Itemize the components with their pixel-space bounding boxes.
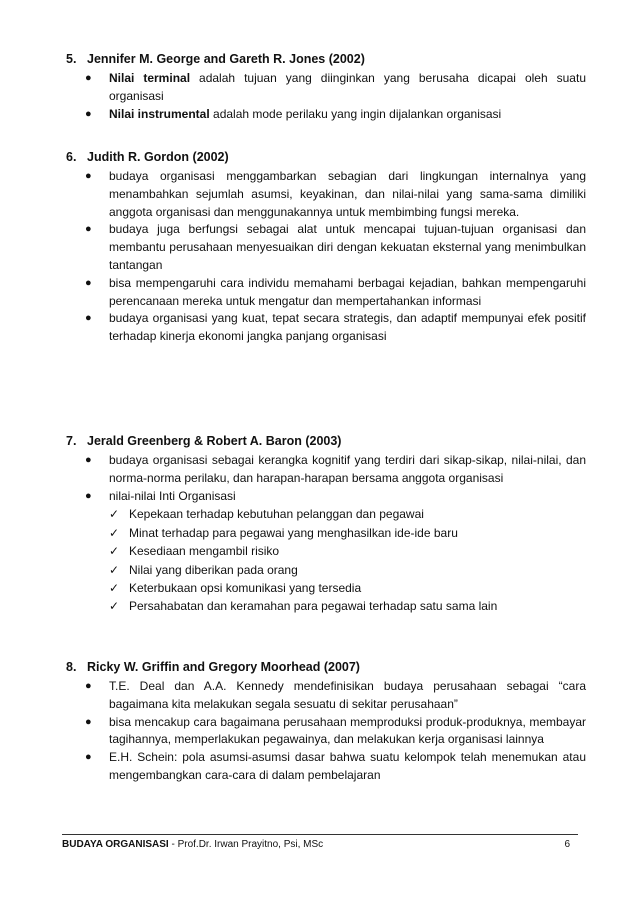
section-heading bbox=[66, 50, 586, 68]
check-text: Kesediaan mengambil risiko bbox=[129, 544, 280, 559]
item-text: bisa mencakup cara bagaimana perusahaan memproduksi produk-produknya, membayar tagihannya, memperlakukan pegawainya, dan melakukan kerja organisasi lainnya bbox=[109, 714, 586, 747]
item-text: adalah mode perilaku yang ingin dijalankan organisasi bbox=[209, 106, 502, 121]
check-item bbox=[109, 542, 586, 560]
section-title: Ricky W. Griffin and Gregory Moorhead (2007) bbox=[87, 660, 360, 674]
list-item bbox=[66, 168, 586, 221]
term-bold: Nilai terminal bbox=[109, 71, 191, 85]
section-number: 7. bbox=[66, 434, 77, 448]
bullet-list bbox=[66, 70, 586, 123]
term-bold: Nilai instrumental bbox=[109, 106, 210, 121]
checkmark-icon: ✓ bbox=[109, 507, 120, 522]
item-text: bisa mempengaruhi cara individu memahami berbagai kejadian, bahkan mempengaruhi perencanaan mereka untuk mengatur dan mempertahankan informasi bbox=[109, 275, 586, 308]
section-title: Judith R. Gordon (2002) bbox=[87, 150, 229, 164]
check-text: Kepekaan terhadap kebutuhan pelanggan dan pegawai bbox=[129, 507, 424, 522]
item-text: budaya organisasi menggambarkan sebagian dari lingkungan internalnya yang menambahkan sejumlah asumsi, keyakinan, dan nilai-nilai yang sama-sama dimiliki anggota organisasi dan menggunakannya untuk membimbing fungsi mereka. bbox=[109, 169, 586, 219]
list-item bbox=[66, 106, 586, 124]
page-number: 6 bbox=[564, 839, 570, 850]
check-item bbox=[109, 579, 586, 597]
list-item bbox=[66, 488, 586, 616]
checkmark-icon: ✓ bbox=[109, 562, 120, 577]
bullet-icon: ● bbox=[85, 751, 92, 764]
bullet-icon: ● bbox=[85, 223, 92, 236]
check-list bbox=[109, 505, 586, 615]
list-item bbox=[66, 714, 586, 750]
bullet-icon: ● bbox=[85, 715, 92, 728]
bullet-icon: ● bbox=[85, 312, 92, 325]
bullet-icon: ● bbox=[85, 454, 92, 466]
list-item bbox=[66, 749, 586, 785]
section-5 bbox=[66, 50, 586, 123]
bullet-list bbox=[66, 168, 586, 346]
section-title: Jennifer M. George and Gareth R. Jones (2002) bbox=[87, 52, 365, 66]
check-text: Keterbukaan opsi komunikasi yang tersedia bbox=[129, 581, 362, 596]
item-text: E.H. Schein: pola asumsi-asumsi dasar bahwa suatu kelompok telah menemukan atau mengembangkan cara-cara di dalam pembelajaran bbox=[109, 750, 586, 782]
section-heading bbox=[66, 432, 586, 450]
list-item bbox=[66, 221, 586, 274]
item-text: nilai-nilai Inti Organisasi bbox=[109, 488, 236, 503]
section-number: 6. bbox=[66, 150, 77, 164]
section-title: Jerald Greenberg & Robert A. Baron (2003) bbox=[87, 434, 342, 448]
bullet-list bbox=[66, 452, 586, 616]
section-number: 5. bbox=[66, 52, 77, 66]
section-heading bbox=[66, 148, 586, 166]
page-footer bbox=[62, 838, 578, 852]
item-text: budaya organisasi yang kuat, tepat secara strategis, dan adaptif mempunyai efek positif terhadap kinerja ekonomi jangka panjang organisasi bbox=[109, 311, 586, 344]
list-item bbox=[66, 70, 586, 106]
bullet-icon: ● bbox=[85, 489, 92, 502]
bullet-icon: ● bbox=[85, 72, 92, 84]
list-item bbox=[66, 310, 586, 346]
checkmark-icon: ✓ bbox=[109, 581, 120, 596]
check-text: Nilai yang diberikan pada orang bbox=[129, 562, 298, 577]
check-text: Persahabatan dan keramahan para pegawai terhadap satu sama lain bbox=[129, 599, 498, 614]
check-item bbox=[109, 505, 586, 523]
checkmark-icon: ✓ bbox=[109, 525, 120, 540]
bullet-icon: ● bbox=[85, 680, 92, 692]
list-item bbox=[66, 452, 586, 488]
section-heading bbox=[66, 658, 586, 676]
check-item bbox=[109, 597, 586, 615]
bullet-icon: ● bbox=[85, 276, 92, 289]
bullet-icon: ● bbox=[85, 107, 92, 120]
list-item bbox=[66, 275, 586, 311]
bullet-icon: ● bbox=[85, 170, 92, 182]
footer-title: BUDAYA ORGANISASI bbox=[62, 839, 169, 850]
checkmark-icon: ✓ bbox=[109, 544, 120, 559]
footer-author: - Prof.Dr. Irwan Prayitno, Psi, MSc bbox=[168, 839, 324, 850]
bullet-list bbox=[66, 678, 586, 785]
section-8 bbox=[66, 658, 586, 785]
check-text: Minat terhadap para pegawai yang menghasilkan ide-ide baru bbox=[129, 525, 458, 540]
item-text: budaya juga berfungsi sebagai alat untuk mencapai tujuan-tujuan organisasi dan membantu perusahaan menyesuaikan diri dengan kekuatan eksternal yang menimbulkan tantangan bbox=[109, 222, 586, 272]
section-7 bbox=[66, 432, 586, 616]
item-text: adalah tujuan yang diinginkan yang berusaha dicapai oleh suatu organisasi bbox=[109, 71, 586, 103]
checkmark-icon: ✓ bbox=[109, 599, 120, 614]
section-number: 8. bbox=[66, 660, 77, 674]
check-item bbox=[109, 561, 586, 579]
list-item bbox=[66, 678, 586, 714]
footer-divider bbox=[62, 834, 578, 835]
item-text: T.E. Deal dan A.A. Kennedy mendefinisikan budaya perusahaan sebagai “cara bagaimana kita melakukan segala sesuatu di sekitar perusahaan” bbox=[109, 679, 586, 711]
check-item bbox=[109, 524, 586, 542]
item-text: budaya organisasi sebagai kerangka kognitif yang terdiri dari sikap-sikap, nilai-nilai, dan norma-norma perilaku, dan harapan-harapan bersama anggota organisasi bbox=[109, 453, 586, 485]
section-6 bbox=[66, 148, 586, 346]
